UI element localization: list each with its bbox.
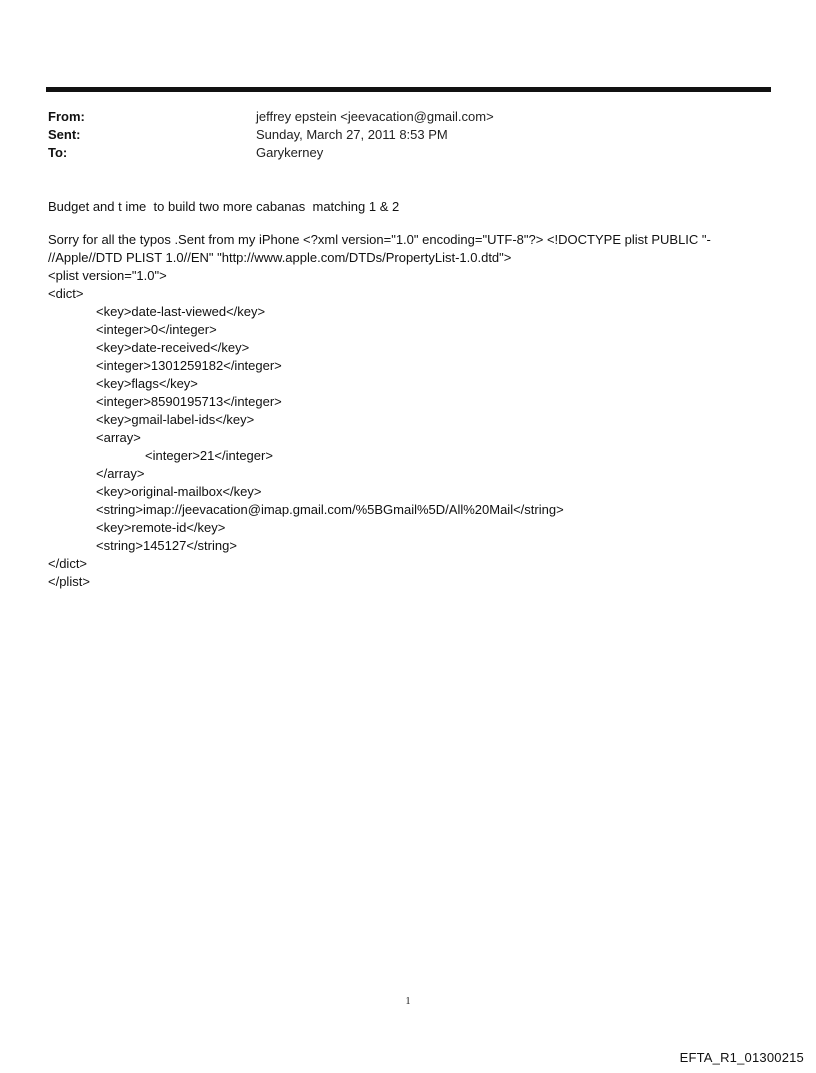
from-label: From: [48, 109, 85, 124]
body-line: <plist version="1.0"> [48, 268, 167, 283]
body-line: </plist> [48, 574, 90, 589]
header-rule [46, 87, 771, 92]
body-line: <key>date-received</key> [96, 340, 250, 355]
sent-row [48, 126, 748, 144]
body-line: <array> [96, 430, 141, 445]
body-line: <integer>21</integer> [145, 448, 273, 463]
to-value: Garykerney [256, 145, 324, 160]
body-line: <integer>1301259182</integer> [96, 358, 282, 373]
body-line: <string>imap://jeevacation@imap.gmail.com/%5BGmail%5D/All%20Mail</string> [96, 502, 564, 517]
body-line: </dict> [48, 556, 88, 571]
body-line: </array> [96, 466, 145, 481]
body-line: Sorry for all the typos .Sent from my iPhone <?xml version="1.0" encoding="UTF-8"?> <!DOCTYPE plist PUBLIC "- [48, 232, 711, 247]
from-row [48, 108, 748, 126]
body-line: <dict> [48, 286, 84, 301]
sent-label: Sent: [48, 127, 81, 142]
bates-stamp: EFTA_R1_01300215 [679, 1050, 804, 1065]
body-line: //Apple//DTD PLIST 1.0//EN" "http://www.apple.com/DTDs/PropertyList-1.0.dtd"> [48, 250, 512, 265]
body-line: Budget and t ime to build two more cabanas matching 1 & 2 [48, 199, 400, 214]
email-body [48, 198, 748, 591]
to-row [48, 144, 748, 162]
body-line: <integer>8590195713</integer> [96, 394, 282, 409]
paragraph-spacer [48, 216, 748, 231]
to-label: To: [48, 145, 68, 160]
body-line: <key>flags</key> [96, 376, 198, 391]
body-line: <key>remote-id</key> [96, 520, 226, 535]
body-line: <key>gmail-label-ids</key> [96, 412, 255, 427]
body-line: <key>original-mailbox</key> [96, 484, 262, 499]
from-value: jeffrey epstein <jeevacation@gmail.com> [256, 109, 494, 124]
sent-value: Sunday, March 27, 2011 8:53 PM [256, 127, 448, 142]
body-line: <string>145127</string> [96, 538, 237, 553]
body-line: <integer>0</integer> [96, 322, 217, 337]
email-header [48, 108, 748, 162]
page-number: 1 [405, 996, 411, 1007]
body-line: <key>date-last-viewed</key> [96, 304, 266, 319]
